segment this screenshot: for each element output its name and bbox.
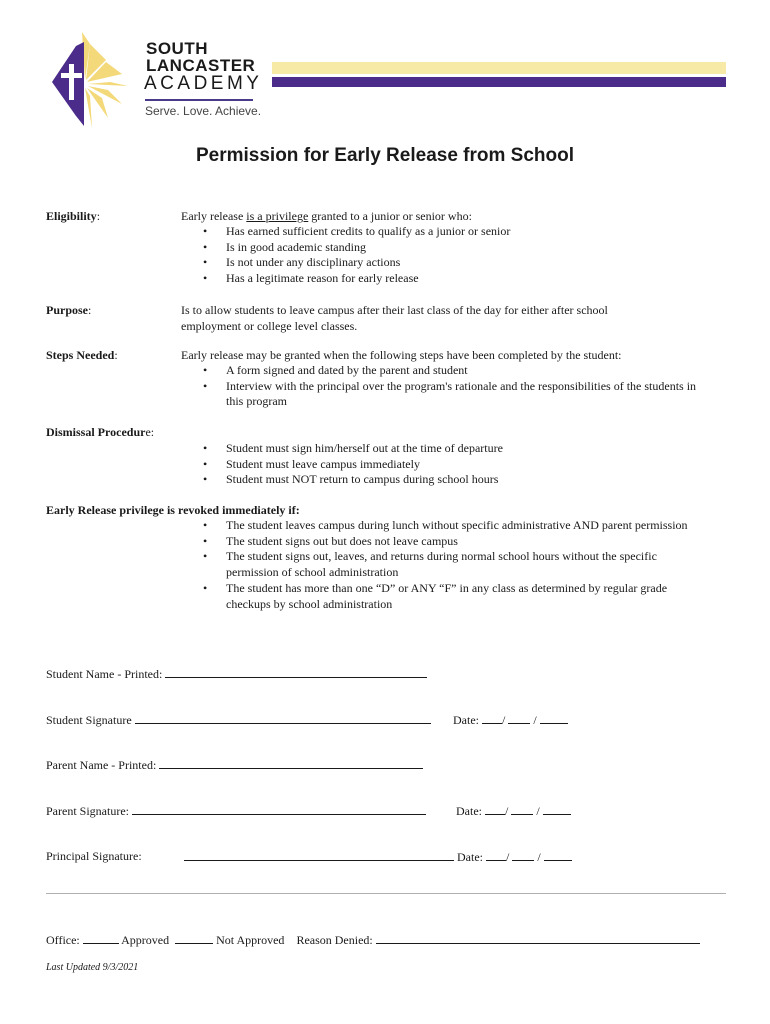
list-item: • Has earned sufficient credits to qualify as a junior or senior bbox=[207, 224, 717, 240]
student-name-field[interactable] bbox=[165, 665, 427, 678]
approved-label: Approved bbox=[121, 933, 170, 947]
principal-signature-row bbox=[46, 848, 142, 864]
parent-date-month-field[interactable] bbox=[485, 802, 505, 815]
parent-name-field[interactable] bbox=[159, 756, 423, 769]
purpose-label: Purpose: bbox=[46, 303, 92, 317]
parent-name-row bbox=[46, 756, 423, 773]
academy-logo-icon bbox=[50, 30, 135, 130]
date-label: Date: bbox=[453, 713, 479, 727]
logo-text-south: SOUTH bbox=[146, 39, 208, 58]
office-row bbox=[46, 931, 700, 948]
student-signature-field[interactable] bbox=[135, 711, 431, 724]
student-name-row bbox=[46, 665, 427, 682]
list-item: • The student has more than one “D” or ANY “F” in any class as determined by regular grade checkups by school administration bbox=[207, 581, 697, 612]
parent-signature-field[interactable] bbox=[132, 802, 426, 815]
reason-denied-field[interactable] bbox=[376, 931, 700, 944]
list-item: • Interview with the principal over the program's rationale and the responsibilities of the students in this program bbox=[207, 379, 697, 410]
office-label: Office: bbox=[46, 933, 80, 947]
last-updated-note: Last Updated 9/3/2021 bbox=[46, 962, 139, 973]
date-label: Date: bbox=[457, 850, 483, 864]
parent-signature-label: Parent Signature: bbox=[46, 804, 129, 818]
student-date-year-field[interactable] bbox=[540, 711, 568, 724]
list-item: • Student must leave campus immediately bbox=[207, 457, 717, 473]
logo-text-academy: ACADEMY bbox=[144, 73, 263, 94]
section-divider bbox=[46, 893, 726, 894]
steps-intro: Early release may be granted when the following steps have been completed by the student: bbox=[181, 348, 622, 362]
student-date-day-field[interactable] bbox=[508, 711, 530, 724]
list-item: • The student signs out, leaves, and returns during normal school hours without the specific permission of school administration bbox=[207, 549, 697, 580]
steps-label: Steps Needed: bbox=[46, 348, 118, 362]
dismissal-label: Dismissal Procedure: bbox=[46, 425, 155, 439]
list-item: • Is not under any disciplinary actions bbox=[207, 255, 717, 271]
list-item: • Student must NOT return to campus during school hours bbox=[207, 472, 717, 488]
page-title: Permission for Early Release from School bbox=[195, 145, 575, 166]
header-band-yellow bbox=[272, 62, 726, 74]
logo-divider bbox=[145, 99, 253, 101]
steps-list bbox=[207, 363, 697, 410]
logo-text-lancaster: LANCASTER bbox=[146, 56, 256, 75]
list-item: • Student must sign him/herself out at the time of departure bbox=[207, 441, 717, 457]
parent-date-row: Date: / / bbox=[456, 802, 571, 819]
list-item: • The student leaves campus during lunch without specific administrative AND parent permission bbox=[207, 518, 697, 534]
dismissal-list bbox=[207, 441, 717, 488]
parent-date-day-field[interactable] bbox=[511, 802, 533, 815]
list-item: • Is in good academic standing bbox=[207, 240, 717, 256]
reason-denied-label: Reason Denied: bbox=[296, 933, 373, 947]
date-label: Date: bbox=[456, 804, 482, 818]
principal-signature-label: Principal Signature: bbox=[46, 849, 142, 863]
revoked-list bbox=[207, 518, 697, 612]
eligibility-intro: Early release is a privilege granted to a junior or senior who: bbox=[181, 209, 472, 223]
list-item: • The student signs out but does not leave campus bbox=[207, 534, 697, 550]
not-approved-label: Not Approved bbox=[216, 933, 285, 947]
parent-name-label: Parent Name - Printed: bbox=[46, 758, 157, 772]
student-date-row: Date: / / bbox=[453, 711, 568, 728]
office-approved-field[interactable] bbox=[83, 931, 119, 944]
principal-signature-line: Date: / / bbox=[184, 848, 572, 865]
logo-tagline: Serve. Love. Achieve. bbox=[145, 104, 262, 118]
principal-date-month-field[interactable] bbox=[486, 848, 506, 861]
list-item: • A form signed and dated by the parent and student bbox=[207, 363, 697, 379]
parent-signature-row bbox=[46, 802, 426, 819]
principal-date-year-field[interactable] bbox=[544, 848, 572, 861]
eligibility-list bbox=[207, 224, 717, 287]
student-signature-label: Student Signature bbox=[46, 713, 132, 727]
student-name-label: Student Name - Printed: bbox=[46, 667, 163, 681]
header-band-purple bbox=[272, 77, 726, 87]
list-item: • Has a legitimate reason for early release bbox=[207, 271, 717, 287]
revoked-heading: Early Release privilege is revoked immediately if: bbox=[46, 503, 300, 517]
student-signature-row bbox=[46, 711, 431, 728]
eligibility-label: Eligibility: bbox=[46, 209, 101, 223]
principal-signature-field[interactable] bbox=[184, 848, 454, 861]
office-not-approved-field[interactable] bbox=[175, 931, 213, 944]
purpose-text: Is to allow students to leave campus after their last class of the day for either after school employment or college level classes. bbox=[181, 303, 608, 333]
parent-date-year-field[interactable] bbox=[543, 802, 571, 815]
student-date-month-field[interactable] bbox=[482, 711, 502, 724]
principal-date-day-field[interactable] bbox=[512, 848, 534, 861]
